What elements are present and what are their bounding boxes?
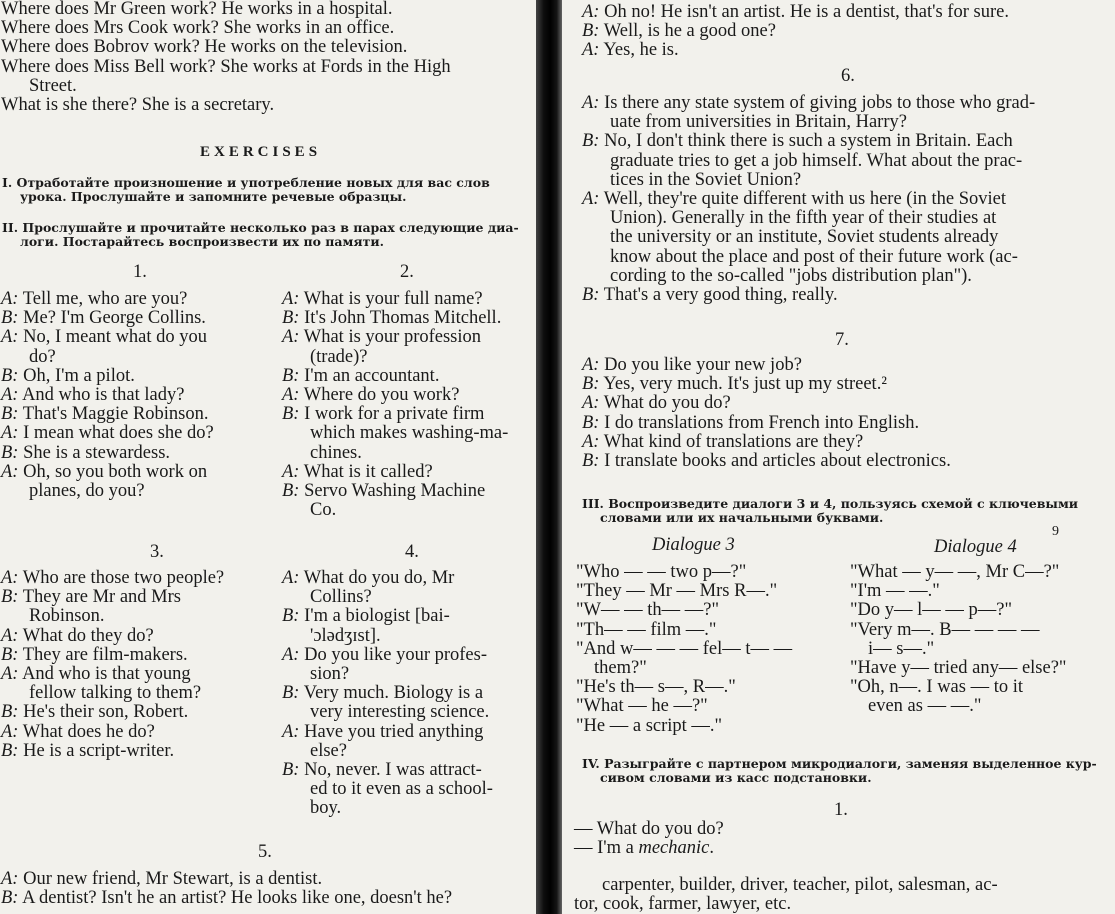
line-text: Where do you work?	[299, 385, 460, 406]
line-text: I'm an accountant.	[299, 365, 440, 386]
intro-line: What is she there? She is a secretary.	[1, 95, 275, 116]
dialogue-5	[1, 870, 452, 908]
dialogue-line	[1, 742, 224, 761]
dialogue-6	[582, 94, 1035, 305]
line-text: No, I meant what do you	[18, 327, 208, 348]
substitution-dialogue: — What do you do? — I'm a mechanic.	[574, 819, 724, 859]
dialogue-line	[282, 665, 493, 684]
task-3-instructions: III. Воспроизведите диалоги 3 и 4, пользуясь схемой с ключевыми словами или их начальными буквами.	[582, 496, 1079, 525]
dialogue-line	[282, 627, 493, 646]
line-text: I do translations from French into English.	[599, 412, 920, 433]
dialogue-line	[582, 3, 1009, 22]
line-text: do?	[29, 346, 56, 367]
speaker-label: A:	[1, 869, 19, 889]
line-text: I'm a biologist [bai-	[299, 606, 450, 627]
line-text: Yes, he is.	[599, 40, 679, 61]
line-text: Well, is he a good one?	[599, 21, 776, 42]
speaker-label: A:	[582, 355, 600, 375]
line-text: chines.	[310, 442, 362, 463]
left-page	[0, 0, 548, 914]
dialogue-7-number: 7.	[835, 330, 849, 350]
dialogue-line	[582, 452, 951, 471]
speaker-label: A:	[282, 327, 300, 348]
dialogue-4-scheme	[850, 563, 1066, 717]
speaker-label: B:	[582, 21, 600, 42]
dialogue-2	[282, 290, 508, 520]
line-text: Union). Generally in the fifth year of their studies at	[610, 208, 997, 229]
dialogue-4-scheme-title: Dialogue 4	[934, 537, 1017, 557]
task-2-instructions: II. Прослушайте и прочитайте несколько раз в парах следующие диа- логи. Постарайтесь воспроизвести их по памяти.	[2, 220, 519, 249]
speaker-label: B:	[582, 131, 600, 152]
dialogue-line	[582, 414, 951, 433]
dialogue-line	[1, 348, 214, 367]
dialogue-line	[1, 870, 452, 889]
dialogue-line	[282, 684, 493, 703]
dialogue-2-number: 2.	[400, 262, 414, 282]
line-text: What do you do?	[599, 393, 731, 414]
line-text: Servo Washing Machine	[299, 481, 486, 502]
dialogue-3-scheme-title: Dialogue 3	[652, 535, 735, 555]
speaker-label: A:	[1, 568, 19, 588]
line-text: I work for a private firm	[299, 404, 485, 425]
dialogue-4	[282, 569, 493, 819]
dialogue-line	[1, 569, 224, 588]
speaker-label: A:	[582, 2, 600, 22]
line-text: Me? I'm George Collins.	[18, 308, 206, 329]
speaker-label: A:	[282, 385, 300, 406]
intro-text	[1, 0, 451, 115]
dialogue-line	[1, 424, 214, 443]
dialogue-1	[1, 290, 214, 501]
speaker-label: A:	[1, 664, 19, 685]
line-text: cording to the so-called "jobs distribution plan").	[610, 265, 972, 286]
dialogue-line	[582, 228, 1035, 247]
dialogue-6-number: 6.	[841, 66, 855, 86]
line-text: Yes, very much. It's just up my street.²	[599, 374, 887, 395]
speaker-label: B:	[282, 606, 300, 627]
dialogue-5-number: 5.	[258, 842, 272, 862]
scheme-line: "And w— — — fel— t— —	[576, 638, 793, 659]
line-text: Robinson.	[29, 606, 105, 627]
line-text: very interesting science.	[310, 702, 490, 723]
dialogue-line	[282, 723, 493, 742]
dialogue-line	[582, 356, 951, 375]
speaker-label: B:	[1, 702, 19, 723]
dialogue-line	[582, 152, 1035, 171]
substitution-target-word: mechanic	[638, 838, 710, 859]
speaker-label: A:	[282, 644, 300, 665]
dialogue-line	[1, 665, 224, 684]
line-text: 'ɔlədʒɪst].	[310, 625, 381, 646]
speaker-label: B:	[282, 365, 300, 386]
line-text: (trade)?	[310, 346, 368, 367]
line-text: I mean what does she do?	[18, 423, 214, 444]
dialogue-line	[1, 607, 224, 626]
dialogue-line	[582, 22, 1009, 41]
scheme-line: them?"	[594, 658, 647, 679]
dialogue-line	[282, 424, 508, 443]
speaker-label: B:	[282, 308, 300, 329]
margin-mark: 9	[1052, 524, 1059, 539]
dialogue-line	[1, 367, 214, 386]
line-text: No, never. I was attract-	[299, 760, 482, 781]
scheme-line: "W— — th— —?"	[576, 600, 720, 621]
speaker-label: A:	[1, 721, 19, 742]
scheme-line: "He — a script —."	[576, 715, 723, 736]
line-text: Very much. Biology is a	[299, 683, 484, 704]
line-text: What do you do, Mr	[299, 568, 455, 588]
intro-line: Where does Mr Green work? He works in a hospital.	[1, 0, 393, 19]
line-text: Co.	[310, 500, 337, 521]
substitution-words: carpenter, builder, driver, teacher, pilot, salesman, ac- tor, cook, farmer, lawyer, etc.	[574, 875, 998, 914]
line-text: And who is that lady?	[18, 385, 185, 406]
dialogue-line	[282, 501, 508, 520]
line-text: What is it called?	[299, 461, 433, 482]
dialogue-4-number: 4.	[405, 542, 419, 562]
intro-line: Where does Mrs Cook work? She works in an office.	[1, 18, 395, 39]
scheme-line: "They — Mr — Mrs R—."	[576, 581, 778, 602]
book-spine-shadow	[536, 0, 562, 914]
line-text: Who are those two people?	[18, 568, 225, 588]
scheme-line: "What — y— —, Mr C—?"	[850, 562, 1060, 582]
dialogue-line	[282, 444, 508, 463]
speaker-label: B:	[282, 683, 300, 704]
dialogue-line	[582, 375, 951, 394]
line-text: And who is that young	[18, 664, 191, 685]
dialogue-line	[1, 386, 214, 405]
line-text: What do they do?	[18, 625, 154, 646]
substitution-1-number: 1.	[834, 800, 848, 820]
speaker-label: A:	[1, 461, 19, 482]
scheme-line: "He's th— s—, R—."	[576, 677, 736, 698]
dialogue-line	[582, 41, 1009, 60]
dialogue-line	[282, 703, 493, 722]
line-text: fellow talking to them?	[29, 683, 202, 704]
speaker-label: B:	[1, 587, 19, 608]
dialogue-line	[582, 248, 1035, 267]
line-text: ed to it even as a school-	[310, 779, 493, 800]
line-text: Do you like your new job?	[599, 355, 802, 375]
speaker-label: A:	[582, 393, 600, 414]
line-text: Is there any state system of giving jobs to those who grad-	[599, 93, 1036, 113]
line-text: That's a very good thing, really.	[599, 285, 838, 306]
speaker-label: B:	[282, 760, 300, 781]
dialogue-line	[282, 799, 493, 818]
task-4-instructions: IV. Разыграйте с партнером микродиалоги, заменяя выделенное кур- сивом словами из касс подстановки.	[582, 756, 1097, 785]
line-text: What does he do?	[18, 721, 155, 742]
line-text: I translate books and articles about electronics.	[599, 451, 951, 472]
speaker-label: B:	[1, 442, 19, 463]
dialogue-line	[1, 482, 214, 501]
speaker-label: B:	[282, 404, 300, 425]
dialogue-line	[582, 286, 1035, 305]
dialogue-3-number: 3.	[150, 542, 164, 562]
scheme-line: "Do y— l— — p—?"	[850, 600, 1013, 621]
dialogue-line	[282, 761, 493, 780]
dialogue-line	[282, 463, 508, 482]
line-text: graduate tries to get a job himself. What about the prac-	[610, 150, 1023, 171]
speaker-label: B:	[582, 374, 600, 395]
line-text: else?	[310, 740, 347, 761]
dialogue-line	[582, 113, 1035, 132]
dialogue-line	[1, 723, 224, 742]
line-text: Well, they're quite different with us here (in the Soviet	[599, 189, 1006, 210]
exercises-heading: EXERCISES	[200, 144, 322, 160]
dialogue-line	[582, 394, 951, 413]
dialogue-line	[582, 209, 1035, 228]
dialogue-line	[582, 433, 951, 452]
line-text: Do you like your profes-	[299, 644, 487, 665]
dialogue-1-number: 1.	[133, 262, 147, 282]
speaker-label: A:	[1, 385, 19, 406]
line-text: planes, do you?	[29, 481, 145, 502]
scheme-line: "Who — — two p—?"	[576, 562, 747, 582]
dialogue-5-continued	[582, 3, 1009, 61]
speaker-label: B:	[1, 888, 19, 909]
speaker-label: A:	[582, 189, 600, 210]
line-text: boy.	[310, 798, 342, 819]
line-text: Oh no! He isn't an artist. He is a dentist, that's for sure.	[599, 2, 1009, 22]
line-text: He's their son, Robert.	[18, 702, 189, 723]
dialogue-line	[282, 367, 508, 386]
line-text: It's John Thomas Mitchell.	[299, 308, 502, 329]
line-text: That's Maggie Robinson.	[18, 404, 209, 425]
dialogue-line	[1, 405, 214, 424]
speaker-label: A:	[1, 289, 19, 309]
scheme-line: "I'm — —."	[850, 581, 940, 602]
speaker-label: A:	[282, 721, 300, 742]
scheme-line: i— s—."	[868, 638, 935, 659]
scheme-line: "Have y— tried any— else?"	[850, 658, 1067, 679]
dialogue-line	[582, 132, 1035, 151]
speaker-label: A:	[1, 423, 19, 444]
dialogue-line	[1, 290, 214, 309]
dialogue-line	[282, 482, 508, 501]
dialogue-line	[1, 646, 224, 665]
line-text: Our new friend, Mr Stewart, is a dentist.	[18, 869, 323, 889]
dialogue-line	[1, 463, 214, 482]
scheme-line: "Very m—. B— — — —	[850, 619, 1040, 640]
scheme-line: "Th— — film —."	[576, 619, 717, 640]
line-text: tices in the Soviet Union?	[610, 169, 802, 190]
speaker-label: A:	[582, 93, 600, 113]
speaker-label: B:	[282, 481, 300, 502]
dialogue-line	[1, 684, 224, 703]
dialogue-line	[282, 309, 508, 328]
dialogue-3-scheme	[576, 563, 792, 736]
line-text: What is your full name?	[299, 289, 483, 309]
speaker-label: B:	[582, 451, 600, 472]
line-text: which makes washing-ma-	[310, 423, 509, 444]
task-1-instructions: I. Отработайте произношение и употребление новых для вас слов урока. Прослушайте и запомните речевые образцы.	[2, 175, 490, 204]
speaker-label: B:	[1, 404, 19, 425]
dialogue-line	[282, 780, 493, 799]
scheme-line: "What — he —?"	[576, 696, 708, 717]
line-text: know about the place and post of their future work (ac-	[610, 246, 1018, 267]
dialogue-line	[1, 627, 224, 646]
dialogue-line	[582, 94, 1035, 113]
dialogue-line	[1, 588, 224, 607]
line-text: Collins?	[310, 587, 372, 608]
speaker-label: B:	[1, 308, 19, 329]
line-text: Oh, so you both work on	[18, 461, 208, 482]
speaker-label: A:	[1, 327, 19, 348]
dialogue-line	[282, 588, 493, 607]
dialogue-line	[282, 290, 508, 309]
line-text: He is a script-writer.	[18, 740, 175, 761]
line-text: They are film-makers.	[18, 644, 188, 665]
dialogue-line	[282, 386, 508, 405]
line-text: Have you tried anything	[299, 721, 484, 742]
dialogue-line	[582, 267, 1035, 286]
scheme-line: even as — —."	[868, 696, 982, 717]
dialogue-line	[282, 328, 508, 347]
speaker-label: B:	[1, 740, 19, 761]
dialogue-line	[582, 190, 1035, 209]
speaker-label: A:	[582, 431, 600, 452]
dialogue-line	[1, 328, 214, 347]
speaker-label: B:	[582, 412, 600, 433]
speaker-label: B:	[1, 365, 19, 386]
speaker-label: A:	[582, 40, 600, 61]
dialogue-line	[1, 889, 452, 908]
right-page	[560, 0, 1115, 914]
intro-line: Where does Bobrov work? He works on the television.	[1, 37, 408, 58]
scheme-line: "Oh, n—. I was — to it	[850, 677, 1024, 698]
line-text: uate from universities in Britain, Harry?	[610, 112, 907, 133]
line-text: No, I don't think there is such a system in Britain. Each	[599, 131, 1013, 152]
line-text: What is your profession	[299, 327, 482, 348]
speaker-label: A:	[282, 289, 300, 309]
dialogue-line	[282, 348, 508, 367]
intro-line: Street.	[29, 75, 77, 96]
dialogue-line	[282, 405, 508, 424]
speaker-label: B:	[582, 285, 600, 306]
dialogue-line	[582, 171, 1035, 190]
dialogue-line	[282, 742, 493, 761]
dialogue-line	[1, 444, 214, 463]
speaker-label: A:	[282, 461, 300, 482]
line-text: She is a stewardess.	[18, 442, 171, 463]
dialogue-7	[582, 356, 951, 471]
line-text: the university or an institute, Soviet students already	[610, 227, 999, 248]
dialogue-line	[282, 569, 493, 588]
line-text: A dentist? Isn't he an artist? He looks like one, doesn't he?	[18, 888, 453, 909]
line-text: sion?	[310, 664, 350, 685]
line-text: They are Mr and Mrs	[18, 587, 181, 608]
line-text: Tell me, who are you?	[18, 289, 188, 309]
speaker-label: A:	[282, 568, 300, 588]
dialogue-line	[282, 646, 493, 665]
dialogue-line	[1, 703, 224, 722]
dialogue-3	[1, 569, 224, 761]
speaker-label: B:	[1, 644, 19, 665]
speaker-label: A:	[1, 625, 19, 646]
line-text: What kind of translations are they?	[599, 431, 864, 452]
line-text: Oh, I'm a pilot.	[18, 365, 135, 386]
dialogue-line	[1, 309, 214, 328]
dialogue-line	[282, 607, 493, 626]
intro-line: Where does Miss Bell work? She works at Fords in the High	[1, 56, 451, 77]
